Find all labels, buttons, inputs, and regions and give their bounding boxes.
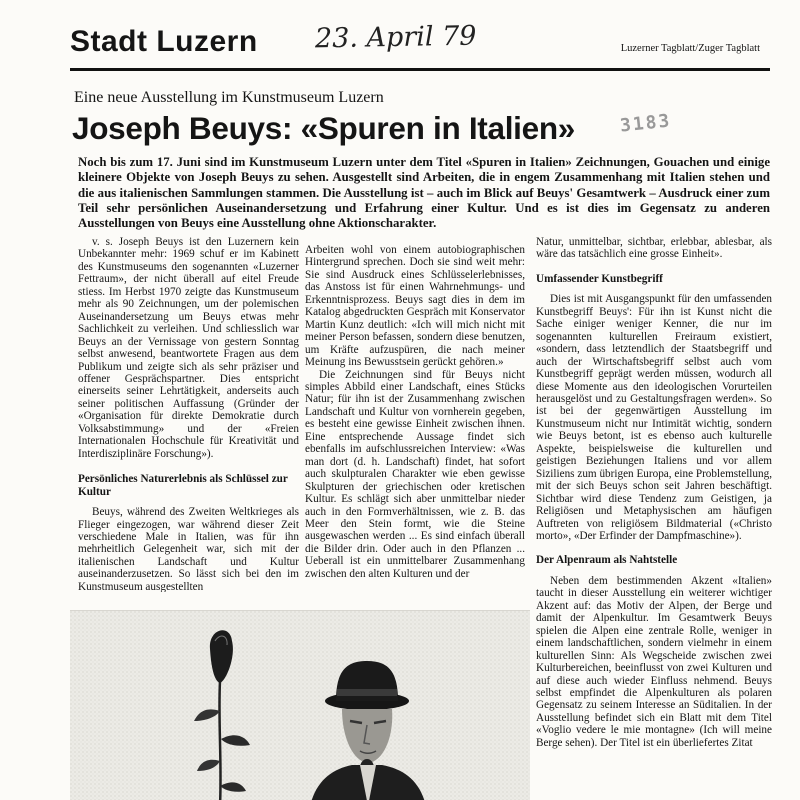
newspaper-name: Luzerner Tagblatt/Zuger Tagblatt: [620, 43, 760, 54]
masthead: [70, 22, 770, 72]
hat-band: [337, 689, 397, 696]
paragraph: Die Zeichnungen sind für Beuys nicht simples Abbild einer Landschaft, eines Stücks Natur; für ihn ist der Zusammenhang zwischen Landschaft und Kultur von vornherein gegeben, es besteht eine gewisse Einheit zwischen ihnen. Eine entsprechende Aussage findet sich ebenfalls im aufschlussreichen Interview: «Was man dort (d. h. Landschaft) findet, hat sofort auch skulpturalen Charakter wie eben gewisse Skulpturen der griechischen oder kretischen Kultur. Es schlägt sich aber unmittelbar nieder auch in den Formverhältnissen, wie z. B. das Meer den Stein formt, wie die Steine ausgewaschen werden ... Es sind einfach überall die Bilder drin. Oder auch in den Pflanzen ... Ueberall ist ein unmittelbarer Zusammenhang zwischen den alten Kulturen und der: [305, 368, 525, 580]
beuys-photo-illustration: [70, 611, 530, 800]
column-1: [78, 236, 299, 592]
subheading: Der Alpenraum als Nahtstelle: [536, 554, 678, 567]
paragraph: Neben dem bestimmenden Akzent «Italien» taucht in dieser Ausstellung ein weiterer wichtiger Akzent auf: das Motiv der Alpen, der Berge und damit der Alpenkultur. Im Gesamtwerk Beuys spielen die Alpen eine zentrale Rolle, weniger in einem landschaftlichen, sondern vielmehr in einem kulturellen Sinn: Als Wegscheide zwischen zwei Kulturbereichen, beeinflusst von zwei Kulturen und auf diese auch wieder Einfluss nehmend. Beuys selbst empfindet die Alpenkulturen als polaren Gegensatz zu seinem Interesse an Süditalien. In der Ausstellung befindet sich ein Blatt mit dem Titel «Voglio vedere le mie montagne» (Ich will meine Berge sehen). Der Titel ist ein überliefertes Zitat: [536, 574, 772, 749]
handwritten-date: 23. April 79: [314, 20, 477, 55]
subheading: Persönliches Naturerlebnis als Schlüssel zur Kultur: [78, 473, 288, 498]
paragraph: Natur, unmittelbar, sichtbar, erlebbar, ablesbar, als wäre das tatsächlich eine grosse Einheit».: [536, 236, 772, 261]
masthead-rule: [70, 68, 770, 71]
archive-stamp: 3183: [619, 110, 673, 137]
paragraph: Dies ist mit Ausgangspunkt für den umfassenden Kunstbegriff Beuys': Für ihn ist Kunst nicht die Sache einiger weniger Kenner, die nur im sogenannten kulturellen Freiraum existiert, «sondern, dass letztendlich der Staatsbegriff und auch der Wirtschaftsbegriff selbst auch vom Kunstbegriff geprägt werden müssen, wodurch all diese Momente aus den ideologischen Vorurteilen herausgelöst und zu Gestaltungsfragen werden». So ist bei der gegenwärtigen Ausstellung im Kunstmuseum nicht nur Intimität wichtig, sondern wie Beuys betont, ist es ebenso auch kulturelle Aspekte, beispielsweise die kulturellen und geistigen Beziehungen Italiens und vor allem Siziliens zum übrigen Europa, eine Problemstellung, mit der sich Beuys schon seit Jahren beschäftigt. Sichtbar wird diese Tendenz zum Geistigen, ja Religiösen und Metaphysischen am häufigen Auftreten von religiösem Bildmaterial («Christo morto», «Der Erfinder der Dampfmaschine»).: [536, 293, 772, 542]
paragraph: Arbeiten wohl von einem autobiographischen Hintergrund sprechen. Doch sie sind weit mehr: Sie sind Ausdruck eines Schlüsselerlebnisses, das Anstoss ist für einen Wahrnehmungs- und Erkenntnisprozess. Beuys sagt dies in dem im Katalog abgedruckten Gespräch mit Konservator Martin Kunz deutlich: «Ich will mich nicht mit meiner Person befassen, sondern diese benutzen, um Kräfte aufzuspüren, die nach meiner Meinung ins Bewusstsein gerückt gehören.»: [305, 244, 525, 369]
article-photo: [70, 610, 530, 800]
paragraph: v. s. Joseph Beuys ist den Luzernern kein Unbekannter mehr: 1969 schuf er im Kabinett des Kunstmuseums den sogenannten «Luzerner Fettraum», der nicht überall auf eitel Freude stiess. Im Herbst 1970 zeigte das Kunstmuseum mehr als 90 Zeichnungen, um der polemischen Auseinandersetzung um Beuys etwas mehr Sachlichkeit zu verleihen. Und schliesslich war Beuys an der Vernissage von gestern Sonntag selbst anwesend, beantwortete Fragen aus dem Publikum und zeigte sich als sehr präziser und offener Gesprächspartner. Dies entspricht einerseits seiner Lehrtätigkeit, anderseits auch seiner politischen Auffassung (Gründer der «Organisation für direkte Demokratie durch Volksabstimmung» und der «Freien Internationalen Hochschule für Kreativität und Interdisziplinäre Forschung»).: [78, 236, 299, 460]
photo-background: [70, 611, 530, 800]
article-headline: Joseph Beuys: «Spuren in Italien»: [72, 110, 575, 146]
column-3: [536, 236, 772, 800]
column-2: [305, 244, 525, 589]
rose-stem: [219, 681, 220, 800]
section-title: Stadt Luzern: [70, 25, 258, 58]
subheading: Umfassender Kunstbegriff: [536, 272, 663, 285]
paragraph: Beuys, während des Zweiten Weltkrieges als Flieger eingezogen, war während dieser Zeit verschiedene Male in Italien, was für ihn mehrheitlich Gelegenheit war, sich mit der italienischen Landschaft und Kultur auseinanderzusetzen. So lässt sich bei den im Kunstmuseum ausgestellten: [78, 506, 299, 592]
article-lead: Noch bis zum 17. Juni sind im Kunstmuseum Luzern unter dem Titel «Spuren in Italien» Zeichnungen, Gouachen und einige kleinere Objekte von Joseph Beuys zu sehen. Ausgestellt sind Arbeiten, die in engem Zusammenhang mit Italien stehen und die aus italienischen Sammlungen stammen. Die Ausstellung ist – auch im Blick auf Beuys' Gesamtwerk – Ausdruck einer zum Teil sehr persönlichen Auseinandersetzung und Erfahrung einer Kultur. Und es ist dies im Gegensatz zu anderen Ausstellungen von Beuys eine Ausstellung ohne Aktionscharakter.: [78, 155, 770, 231]
article-kicker: Eine neue Ausstellung im Kunstmuseum Luzern: [74, 89, 384, 106]
